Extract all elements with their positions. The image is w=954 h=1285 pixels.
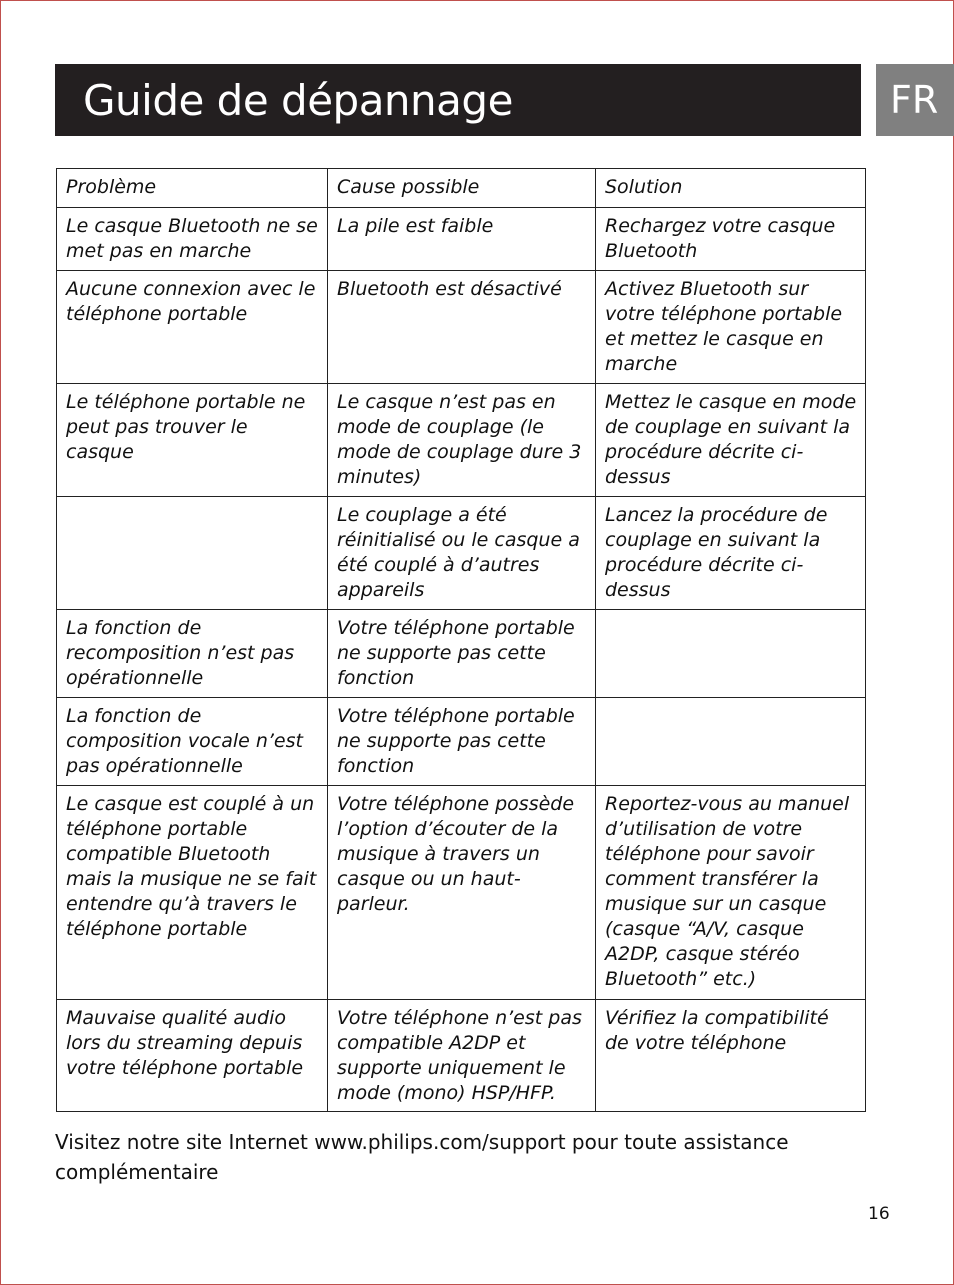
table-row	[57, 208, 866, 271]
cause-cell: Votre téléphone portable ne supporte pas cette fonction	[328, 698, 596, 786]
solution-cell: Reportez-vous au manuel d’utilisation de votre téléphone pour savoir comment transférer la musique sur un casque (casque “A/V, casque A2DP, casque stéréo Bluetooth” etc.)	[596, 786, 866, 1000]
cause-cell: La pile est faible	[328, 208, 596, 271]
column-header-problem: Problème	[57, 169, 328, 208]
problem-cell: Mauvaise qualité audio lors du streaming depuis votre téléphone portable	[57, 1000, 328, 1112]
problem-cell: Aucune connexion avec le téléphone portable	[57, 271, 328, 384]
table-row	[57, 384, 866, 497]
table-row	[57, 271, 866, 384]
cause-cell: Le couplage a été réinitialisé ou le casque a été couplé à d’autres appareils	[328, 497, 596, 610]
cause-cell: Votre téléphone portable ne supporte pas cette fonction	[328, 610, 596, 698]
solution-cell: Lancez la procédure de couplage en suivant la procédure décrite ci-dessus	[596, 497, 866, 610]
table-row	[57, 786, 866, 1000]
problem-cell: Le téléphone portable ne peut pas trouver le casque	[57, 384, 328, 497]
solution-cell	[596, 698, 866, 786]
solution-cell	[596, 610, 866, 698]
problem-cell	[57, 497, 328, 610]
page-title	[55, 64, 861, 136]
solution-cell: Vérifiez la compatibilité de votre téléphone	[596, 1000, 866, 1112]
table-header-row	[57, 169, 866, 208]
language-tab	[876, 64, 954, 136]
support-note: Visitez notre site Internet www.philips.com/support pour toute assistance complémentaire	[55, 1130, 789, 1184]
troubleshooting-table	[56, 168, 866, 1112]
problem-cell: La fonction de recomposition n’est pas opérationnelle	[57, 610, 328, 698]
cause-cell: Bluetooth est désactivé	[328, 271, 596, 384]
problem-cell: Le casque Bluetooth ne se met pas en marche	[57, 208, 328, 271]
table-row	[57, 497, 866, 610]
cause-cell: Votre téléphone possède l’option d’écouter de la musique à travers un casque ou un haut-parleur.	[328, 786, 596, 1000]
page-title-text: Guide de dépannage	[83, 75, 513, 125]
table-row	[57, 1000, 866, 1112]
cause-cell: Votre téléphone n’est pas compatible A2DP et supporte uniquement le mode (mono) HSP/HFP.	[328, 1000, 596, 1112]
column-header-solution: Solution	[596, 169, 866, 208]
page-number: 16	[868, 1204, 890, 1224]
column-header-cause: Cause possible	[328, 169, 596, 208]
language-tab-label: FR	[890, 78, 939, 122]
cause-cell: Le casque n’est pas en mode de couplage (le mode de couplage dure 3 minutes)	[328, 384, 596, 497]
table-row	[57, 698, 866, 786]
solution-cell: Rechargez votre casque Bluetooth	[596, 208, 866, 271]
problem-cell: La fonction de composition vocale n’est pas opérationnelle	[57, 698, 328, 786]
solution-cell: Mettez le casque en mode de couplage en suivant la procédure décrite ci-dessus	[596, 384, 866, 497]
solution-cell: Activez Bluetooth sur votre téléphone portable et mettez le casque en marche	[596, 271, 866, 384]
problem-cell: Le casque est couplé à un téléphone portable compatible Bluetooth mais la musique ne se fait entendre qu’à travers le téléphone portable	[57, 786, 328, 1000]
table-row	[57, 610, 866, 698]
